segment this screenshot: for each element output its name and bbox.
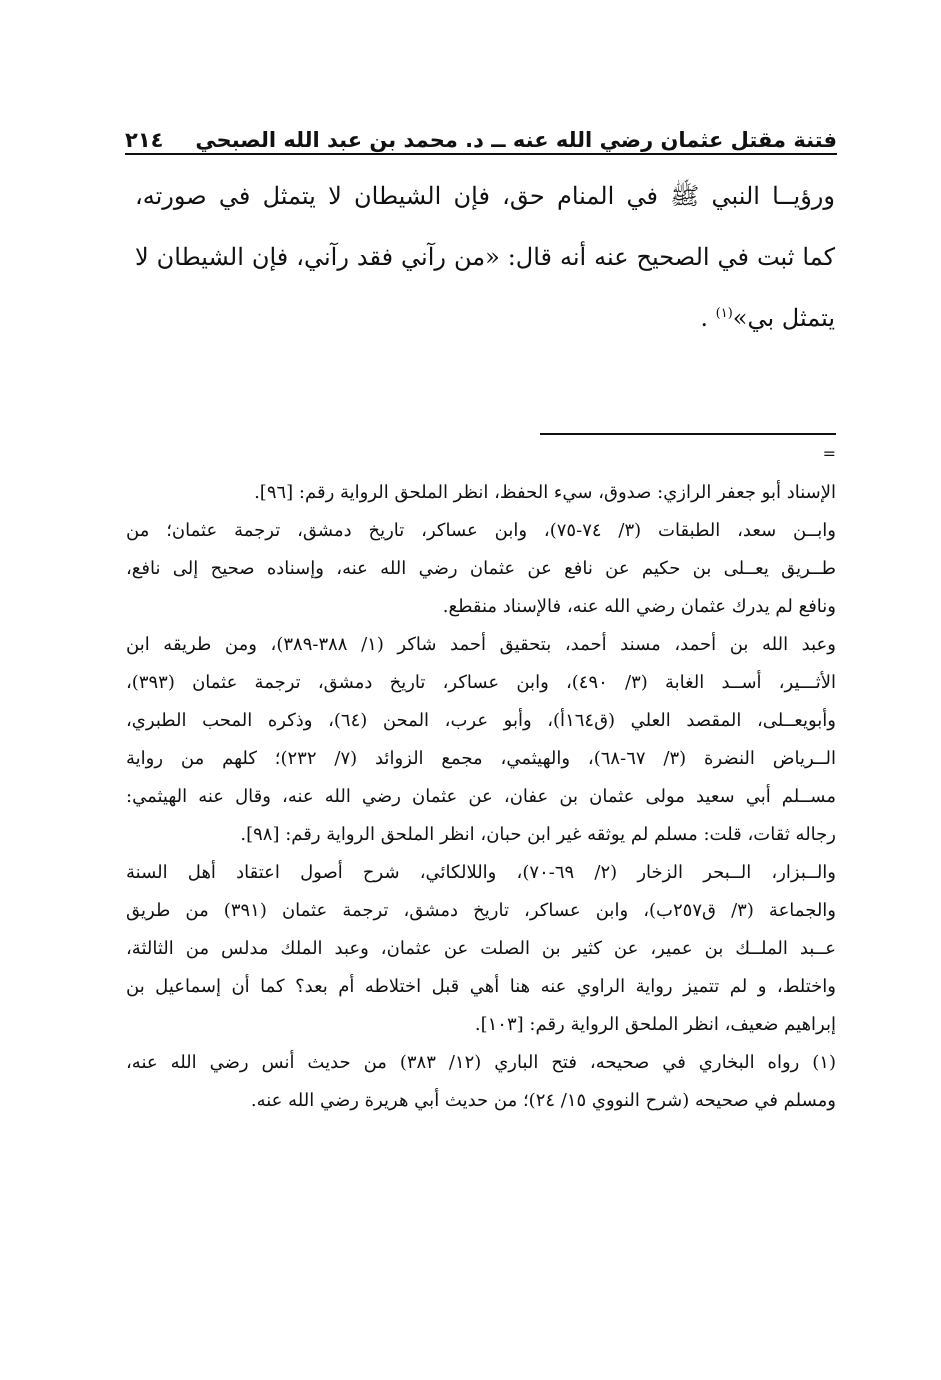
footnote-line: والــبزار، الــبحر الزخار (٢/ ٦٩-٧٠)، واللالكائي، شرح أصول اعتقاد أهل السنة: [126, 862, 837, 883]
body-line: كما ثبت في الصحيح عنه أنه قال: «من رآني فقد رآني، فإن الشيطان لا: [135, 243, 835, 271]
end-punctuation: .: [700, 304, 708, 332]
body-line: ورؤيــا النبي ﷺ في المنام حق، فإن الشيطان لا يتمثل في صورته،: [135, 182, 835, 210]
footnote-line: ومسلم في صحيحه (شرح النووي ١٥/ ٢٤)؛ من حديث أبي هريرة رضي الله عنه.: [250, 1090, 836, 1111]
header-rule: [125, 153, 837, 155]
continuation-mark: =: [822, 444, 836, 463]
body-line: [135, 288, 835, 349]
footnote-line: (١) رواه البخاري في صحيحه، فتح الباري (١٢/ ٣٨٣) من حديث أنس رضي الله عنه،: [126, 1052, 836, 1073]
page-number: ٢١٤: [125, 128, 164, 152]
footnote-line: ونافع لم يدرك عثمان رضي الله عنه، فالإسناد منقطع.: [442, 596, 836, 617]
footnote-line: وأبويعــلى، المقصد العلي (ق١٦٤أ)، وأبو عرب، المحن (٦٤)، وذكره المحب الطبري،: [126, 710, 836, 731]
footnote-line: رجاله ثقات، قلت: مسلم لم يوثقه غير ابن حبان، انظر الملحق الرواية رقم: [٩٨].: [240, 824, 836, 845]
footnote-separator: [540, 433, 836, 435]
footnote-line: وابــن سعد، الطبقات (٣/ ٧٤-٧٥)، وابن عساكر، تاريخ دمشق، ترجمة عثمان؛ من: [126, 520, 836, 541]
footnote-line: طــريق يعــلى بن حكيم عن نافع عن عثمان رضي الله عنه، وإسناده صحيح إلى نافع،: [126, 558, 836, 579]
footnote-line: مســلم أبي سعيد مولى عثمان بن عفان، عن عثمان رضي الله عنه، وقال عنه الهيثمي:: [126, 786, 836, 807]
running-header: [125, 112, 837, 152]
footnote-ref: (١): [715, 306, 733, 321]
footnote-line: والجماعة (٣/ ق٢٥٧ب)، وابن عساكر، تاريخ دمشق، ترجمة عثمان (٣٩١) من طريق: [126, 900, 836, 921]
footnote-line: الأثـــير، أســد الغابة (٣/ ٤٩٠)، وابن عساكر، تاريخ دمشق، ترجمة عثمان (٣٩٣)،: [126, 672, 836, 693]
footnote-line: واختلط، و لم تتميز رواية الراوي عنه هنا أهي قبل اختلاطه أم بعد؟ كما أن إسماعيل بن: [126, 976, 836, 997]
body-line-text: يتمثل بي»: [732, 304, 835, 332]
footnote-line: عــبد الملــك بن عمير، عن كثير بن الصلت عن عثمان، وعبد الملك مدلس من الثالثة،: [126, 938, 836, 959]
footnote-line: الإسناد أبو جعفر الرازي: صدوق، سيء الحفظ، انظر الملحق الرواية رقم: [٩٦].: [254, 482, 836, 503]
footnote-line: الــرياض النضرة (٣/ ٦٧-٦٨)، والهيثمي، مجمع الزوائد (٧/ ٢٣٢)؛ كلهم من رواية: [126, 748, 836, 769]
running-title: فتنة مقتل عثمان رضي الله عنه ــ د. محمد بن عبد الله الصبحي: [195, 128, 837, 152]
footnotes: [126, 474, 836, 1120]
footnote-line: إبراهيم ضعيف، انظر الملحق الرواية رقم: [١٠٣].: [474, 1014, 836, 1035]
footnote-line: وعبد الله بن أحمد، مسند أحمد، بتحقيق أحمد شاكر (١/ ٣٨٨-٣٨٩)، ومن طريقه ابن: [126, 634, 836, 655]
main-text: [135, 166, 835, 349]
